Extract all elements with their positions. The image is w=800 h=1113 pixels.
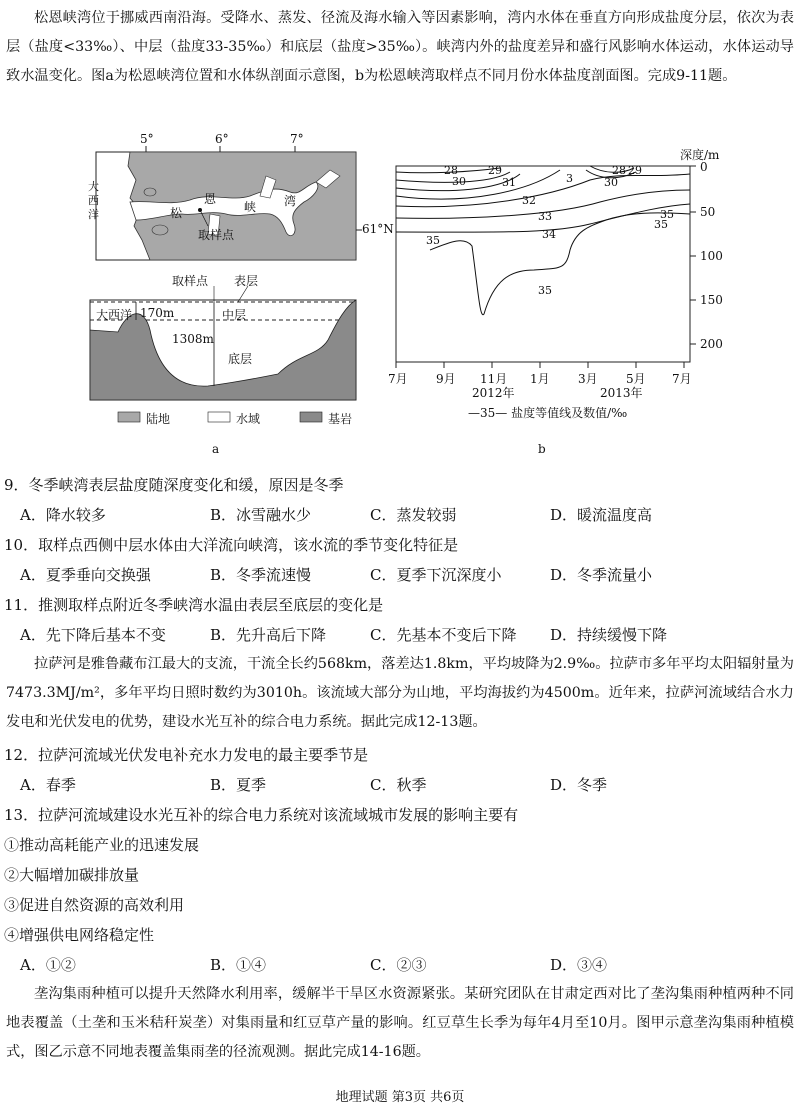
map-ocean-label: 大西洋 xyxy=(88,180,99,221)
q13-option-a: A．①② xyxy=(20,956,76,974)
legend-land: 陆地 xyxy=(146,412,171,426)
contour-label: 35 xyxy=(426,234,440,247)
question-9: 9．冬季峡湾表层盐度随深度变化和缓，原因是冬季 xyxy=(4,476,344,494)
contour-label: 34 xyxy=(542,228,556,241)
q12-option-c: C．秋季 xyxy=(370,776,427,794)
map-label-xia: 峡 xyxy=(244,200,257,214)
figure-b-caption: b xyxy=(538,442,546,456)
section-surface-label: 表层 xyxy=(234,274,259,288)
x-tick-jan: 1月 xyxy=(530,372,550,386)
x-tick-sep: 9月 xyxy=(436,372,456,386)
depth-tick-0: 0 xyxy=(700,160,708,174)
year-2012: 2012年 xyxy=(472,386,515,400)
contour-label: 32 xyxy=(522,194,536,207)
q10-option-b: B．冬季流速慢 xyxy=(210,566,312,584)
section-depth-1308: 1308m xyxy=(172,332,214,346)
q11-option-b: B．先升高后下降 xyxy=(210,626,327,644)
lat-61: 61°N xyxy=(362,222,394,236)
q10-option-d: D．冬季流量小 xyxy=(550,566,653,584)
contour-label: 30 xyxy=(604,176,618,189)
q9-option-b: B．冰雪融水少 xyxy=(210,506,312,524)
q13-option-d: D．③④ xyxy=(550,956,608,974)
q9-option-d: D．暖流温度高 xyxy=(550,506,653,524)
figure-a-caption: a xyxy=(212,442,220,456)
passage-ridge-furrow: 垄沟集雨种植可以提升天然降水利用率，缓解半干旱区水资源紧张。某研究团队在甘肃定西对比了垄沟集雨种植两种不同地表覆盖（土垄和玉米秸秆炭垄）对集雨量和红豆草产量的影响。红豆草生长季为每年4月至10月。图甲示意垄沟集雨种植模式，图乙示意不同地表覆盖集雨垄的径流观测。据此完成14-16题。 xyxy=(6,986,794,1060)
contour-label: 29 xyxy=(628,164,642,177)
section-depth-170: 170m xyxy=(140,306,175,320)
contour-label: 28 xyxy=(444,164,458,177)
contour-label: 35 xyxy=(660,208,674,221)
q12-option-b: B．夏季 xyxy=(210,776,267,794)
map-label-wan: 湾 xyxy=(284,194,297,208)
section-sample-label: 取样点 xyxy=(172,274,209,288)
q13-option-c: C．②③ xyxy=(370,956,427,974)
figure-b-legend: —35— 盐度等值线及数值/‰ xyxy=(468,406,628,420)
figure-b-chart xyxy=(390,150,730,380)
depth-axis-title: 深度/m xyxy=(680,148,720,162)
q12-option-a: A．春季 xyxy=(20,776,76,794)
q10-option-c: C．夏季下沉深度小 xyxy=(370,566,502,584)
q9-option-c: C．蒸发较弱 xyxy=(370,506,457,524)
q13-statement-3: ③促进自然资源的高效利用 xyxy=(4,896,185,914)
q13-statement-1: ①推动高耗能产业的迅速发展 xyxy=(4,836,200,854)
x-tick-jul-2012: 7月 xyxy=(388,372,408,386)
contour-label: 29 xyxy=(488,164,502,177)
legend-bedrock: 基岩 xyxy=(328,412,353,426)
section-ocean-label: 大西洋 xyxy=(96,308,133,322)
q13-option-b: B．①④ xyxy=(210,956,267,974)
depth-tick-100: 100 xyxy=(700,249,723,263)
section-bottom-label: 底层 xyxy=(228,352,253,366)
question-11: 11．推测取样点附近冬季峡湾水温由表层至底层的变化是 xyxy=(4,596,384,614)
x-tick-nov: 11月 xyxy=(480,372,508,386)
q12-option-d: D．冬季 xyxy=(550,776,608,794)
passage-songen: 松恩峡湾位于挪威西南沿海。受降水、蒸发、径流及海水输入等因素影响，湾内水体在垂直方向形成盐度分层，依次为表层（盐度<33‰）、中层（盐度33-35‰）和底层（盐度>35‰）。峡湾内外的盐度差异和盛行风影响水体运动，水体运动导致水温变化。图a为松恩峡湾位置和水体纵剖面示意图，b为松恩峡湾取样点不同月份水体盐度剖面图。完成9-11题。 xyxy=(6,10,794,84)
q13-statement-2: ②大幅增加碳排放量 xyxy=(4,866,140,884)
question-13: 13．拉萨河流域建设水光互补的综合电力系统对该流域城市发展的影响主要有 xyxy=(4,806,519,824)
q11-option-c: C．先基本不变后下降 xyxy=(370,626,517,644)
legend-water: 水域 xyxy=(236,412,261,426)
x-tick-may: 5月 xyxy=(626,372,646,386)
section-middle-label: 中层 xyxy=(222,308,247,322)
contour-label: 30 xyxy=(452,175,466,188)
q13-statement-4: ④增强供电网络稳定性 xyxy=(4,926,155,944)
question-12: 12．拉萨河流域光伏发电补充水力发电的最主要季节是 xyxy=(4,746,369,764)
contour-label: 3 xyxy=(566,172,573,185)
figure-a-map xyxy=(90,130,390,270)
depth-tick-200: 200 xyxy=(700,337,723,351)
map-label-en: 恩 xyxy=(204,192,217,206)
map-sample-label: 取样点 xyxy=(198,228,235,242)
q11-option-d: D．持续缓慢下降 xyxy=(550,626,668,644)
contour-label: 33 xyxy=(538,210,552,223)
passage-lhasa: 拉萨河是雅鲁藏布江最大的支流，干流全长约568km，落差达1.8km，平均坡降为2.9‰。拉萨市多年平均太阳辐射量为7473.3MJ/m²，多年平均日照时数约为3010h。该流域大部分为山地，平均海拔约为4500m。近年来，拉萨河流域结合水力发电和光伏发电的优势，建设水光互补的综合电力系统。据此完成12-13题。 xyxy=(6,656,794,730)
contour-label: 35 xyxy=(538,284,552,297)
depth-tick-150: 150 xyxy=(700,293,723,307)
question-10: 10．取样点西侧中层水体由大洋流向峡湾，该水流的季节变化特征是 xyxy=(4,536,459,554)
q11-option-a: A．先下降后基本不变 xyxy=(20,626,166,644)
lon-6: 6° xyxy=(215,132,229,146)
x-tick-mar: 3月 xyxy=(578,372,598,386)
lon-7: 7° xyxy=(290,132,304,146)
map-label-song: 松 xyxy=(170,206,183,220)
contour-label: 35 xyxy=(654,218,668,231)
contour-label: 31 xyxy=(502,176,516,189)
page-footer: 地理试题 第3页 共6页 xyxy=(335,1090,465,1105)
lon-5: 5° xyxy=(140,132,154,146)
contour-label: 28 xyxy=(612,164,626,177)
depth-tick-50: 50 xyxy=(700,205,716,219)
x-tick-jul-2013: 7月 xyxy=(672,372,692,386)
year-2013: 2013年 xyxy=(600,386,643,400)
q9-option-a: A．降水较多 xyxy=(20,506,106,524)
q10-option-a: A．夏季垂向交换强 xyxy=(20,566,151,584)
